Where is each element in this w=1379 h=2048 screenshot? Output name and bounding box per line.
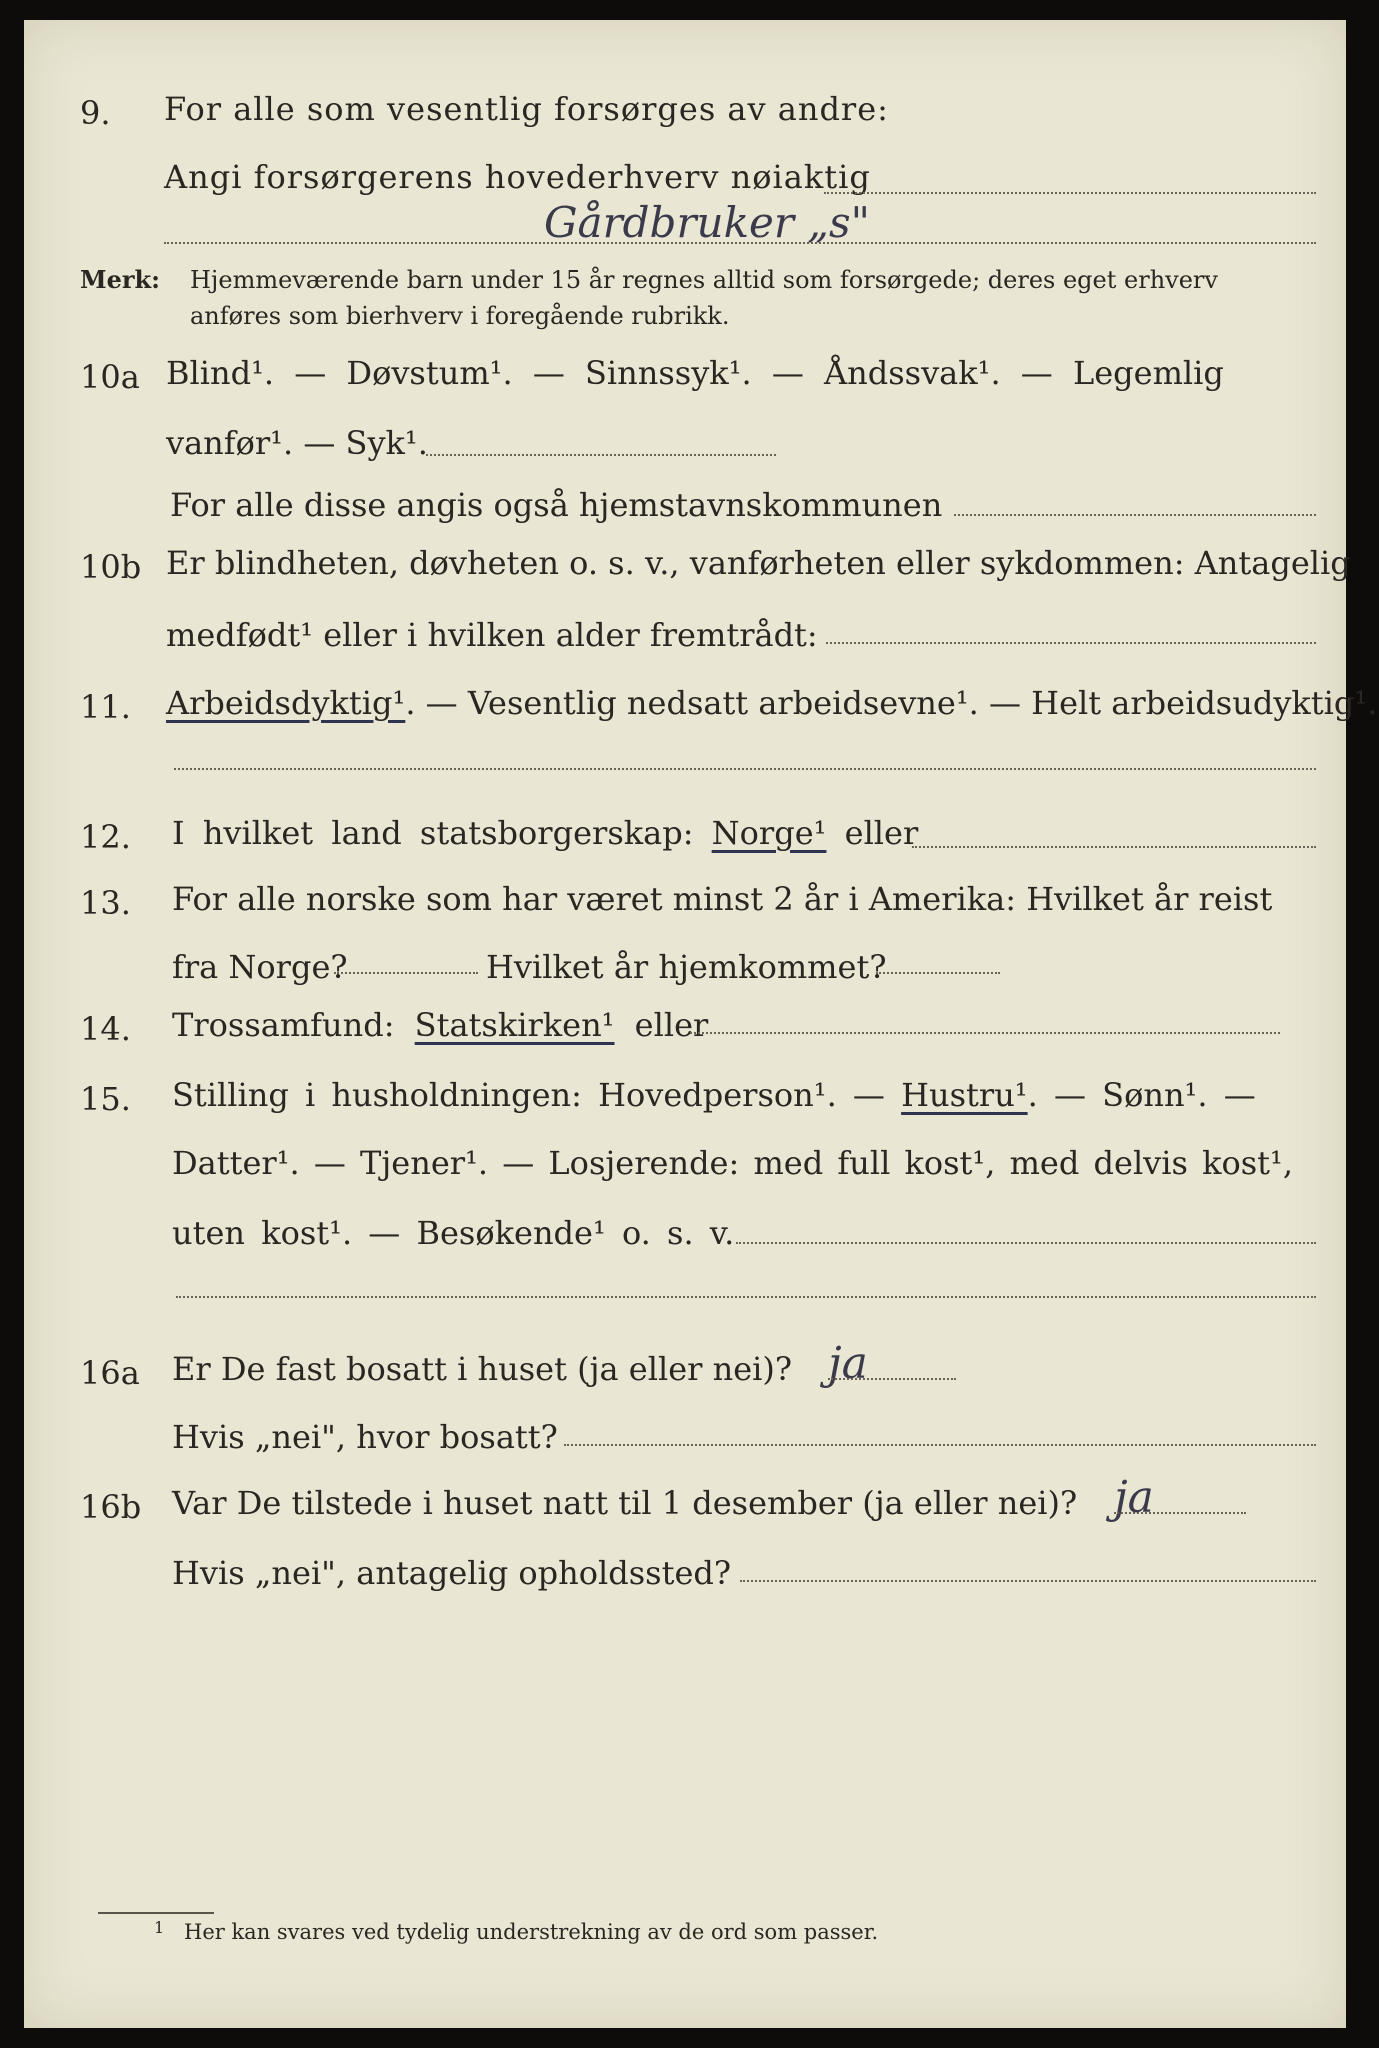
q11-selected-arbeidsdyktig: Arbeidsdyktig¹ bbox=[166, 684, 406, 722]
q16b-opholdssted-dotted-line bbox=[740, 1580, 1316, 1582]
q10a-line2: vanfør¹. — Syk¹. bbox=[166, 424, 428, 462]
q10a-hjemstavn-dotted-line bbox=[954, 514, 1316, 516]
q16a-line1: Er De fast bosatt i huset (ja eller nei)? bbox=[172, 1350, 793, 1388]
q13-line1: For alle norske som har været minst 2 år i Amerika: Hvilket år reist bbox=[172, 880, 1273, 918]
q11-dotted-line bbox=[174, 768, 1316, 770]
q12-text bbox=[172, 814, 918, 852]
q12-pre: I hvilket land statsborgerskap: bbox=[172, 814, 694, 852]
q9-line2: Angi forsørgerens hovederhverv nøiaktig bbox=[164, 158, 871, 196]
q10b-number: 10b bbox=[80, 548, 142, 586]
q12-post: eller bbox=[844, 814, 919, 852]
q15-selected-hustru: Hustru¹ bbox=[901, 1076, 1028, 1114]
q14-text bbox=[172, 1006, 708, 1044]
q13-hjemkommet-dotted-line bbox=[876, 972, 1000, 974]
q10a-line3: For alle disse angis også hjemstavnskommunen bbox=[170, 486, 943, 524]
q10b-line2: medfødt¹ eller i hvilken alder fremtrådt: bbox=[166, 616, 818, 654]
q13-number: 13. bbox=[80, 884, 131, 922]
q15-dotted-line bbox=[736, 1242, 1316, 1244]
q15-extra-dotted-line bbox=[176, 1296, 1316, 1298]
q11-rest: . — Vesentlig nedsatt arbeidsevne¹. — Helt arbeidsudyktig¹. bbox=[405, 684, 1378, 722]
q12-dotted-line bbox=[912, 846, 1316, 848]
q16a-dotted-line bbox=[828, 1378, 956, 1380]
merk-line1: Hjemmeværende barn under 15 år regnes alltid som forsørgede; deres eget erhverv bbox=[190, 266, 1218, 294]
q9-handwritten-answer: Gårdbruker „s" bbox=[544, 198, 870, 247]
q11-number: 11. bbox=[80, 688, 131, 726]
q14-selected-statskirken: Statskirken¹ bbox=[414, 1006, 615, 1044]
q9-line1: For alle som vesentlig forsørges av andre: bbox=[164, 90, 889, 128]
q15-line1a: Stilling i husholdningen: Hovedperson¹. — bbox=[172, 1076, 885, 1114]
q16b-line1: Var De tilstede i huset natt til 1 desember (ja eller nei)? bbox=[172, 1484, 1078, 1522]
q10a-line1: Blind¹. — Døvstum¹. — Sinnssyk¹. — Åndssvak¹. — Legemlig bbox=[166, 354, 1224, 392]
q13-reist-dotted-line bbox=[334, 972, 478, 974]
q9-number: 9. bbox=[80, 94, 111, 132]
q16b-number: 16b bbox=[80, 1488, 142, 1526]
q14-dotted-line bbox=[690, 1032, 1280, 1034]
footnote-text: Her kan svares ved tydelig understrekning av de ord som passer. bbox=[184, 1920, 879, 1944]
q15-line2: Datter¹. — Tjener¹. — Losjerende: med full kost¹, med delvis kost¹, bbox=[172, 1144, 1294, 1182]
q16b-handwritten-answer: ja bbox=[1114, 1472, 1154, 1523]
q12-number: 12. bbox=[80, 818, 131, 856]
q15-line3: uten kost¹. — Besøkende¹ o. s. v. bbox=[172, 1214, 735, 1252]
census-form-page bbox=[24, 20, 1378, 2028]
q14-pre: Trossamfund: bbox=[172, 1006, 395, 1044]
q15-line1b: . — Sønn¹. — bbox=[1027, 1076, 1256, 1114]
q14-post: eller bbox=[634, 1006, 709, 1044]
q9-dotted-line bbox=[824, 192, 1316, 194]
q16a-bosatt-dotted-line bbox=[564, 1444, 1316, 1446]
merk-line2: anføres som bierhverv i foregående rubrikk. bbox=[190, 302, 730, 330]
q13-line2a: fra Norge? bbox=[172, 948, 348, 986]
q13-line2b: Hvilket år hjemkommet? bbox=[486, 948, 887, 986]
q15-number: 15. bbox=[80, 1080, 131, 1118]
q16a-handwritten-answer: ja bbox=[828, 1338, 868, 1389]
q10b-dotted-line bbox=[826, 642, 1316, 644]
q15-line1 bbox=[172, 1076, 1256, 1114]
q11-text bbox=[166, 684, 1377, 722]
q9-answer-line bbox=[164, 242, 1316, 244]
q16a-number: 16a bbox=[80, 1354, 140, 1392]
footnote-rule bbox=[98, 1912, 214, 1914]
q10a-number: 10a bbox=[80, 358, 140, 396]
q16a-line2: Hvis „nei", hvor bosatt? bbox=[172, 1418, 558, 1456]
merk-label: Merk: bbox=[80, 265, 160, 294]
q10a-syk-dotted-line bbox=[426, 454, 776, 456]
footnote-mark: 1 bbox=[154, 1918, 165, 1937]
q16b-line2: Hvis „nei", antagelig opholdssted? bbox=[172, 1554, 732, 1592]
q12-selected-norge: Norge¹ bbox=[711, 814, 827, 852]
q14-number: 14. bbox=[80, 1010, 131, 1048]
q10b-line1: Er blindheten, døvheten o. s. v., vanførheten eller sykdommen: Antagelig bbox=[166, 544, 1351, 582]
q16b-dotted-line bbox=[1114, 1512, 1246, 1514]
